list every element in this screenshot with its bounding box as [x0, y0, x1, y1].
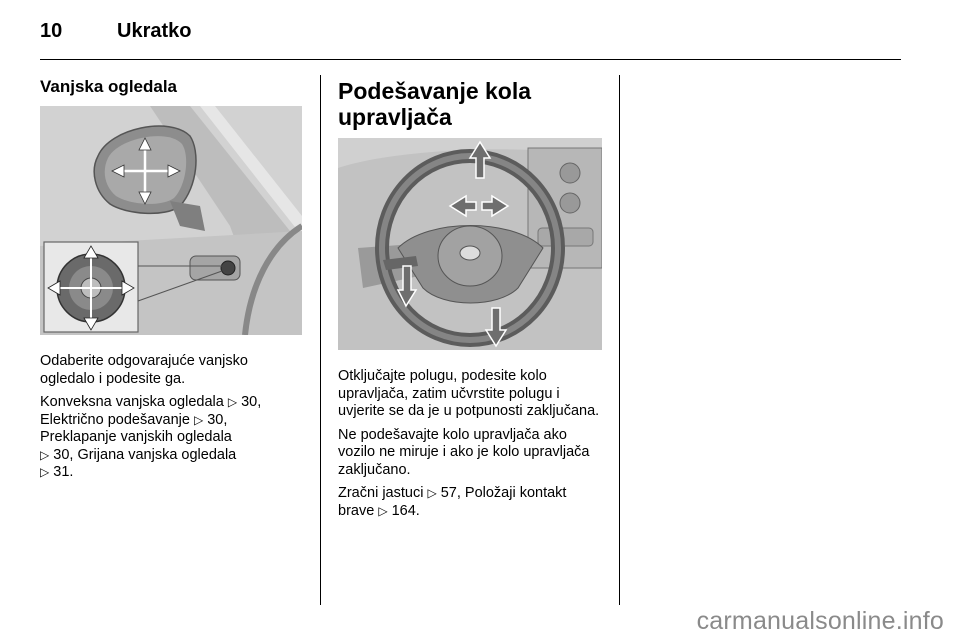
- page-number: 10: [40, 20, 63, 42]
- xref-icon: ▷: [193, 412, 204, 427]
- column-divider-1: [320, 75, 321, 605]
- column-divider-2: [619, 75, 620, 605]
- watermark: carmanualsonline.info: [696, 607, 944, 635]
- xref-icon: ▷: [227, 395, 238, 409]
- ref-ignition-positions: 57, Položaji kontakt brave: [338, 485, 567, 519]
- ref-airbags: Zračni jastuci: [338, 485, 424, 501]
- ref-convex-mirrors: Konveksna vanjska ogledala: [40, 394, 224, 410]
- mirror-caption: Odaberite odgovarajuće vanjsko ogledalo i podesite ga.: [40, 353, 248, 387]
- section-outside-mirrors: [40, 76, 305, 482]
- steering-warning: Ne podešavajte kolo upravljača ako vozilo ne miruje i ako je kolo upravljača zaključano.: [338, 426, 590, 478]
- xref-icon: ▷: [427, 486, 437, 500]
- ref-heated-mirrors: 30, Grijana vanjska ogledala: [53, 446, 237, 463]
- chapter-title: Ukratko: [117, 20, 192, 42]
- ref-page: 164.: [391, 502, 420, 519]
- xref-icon: ▷: [378, 503, 388, 518]
- xref-icon: ▷: [40, 447, 50, 462]
- section-title-steering: [338, 78, 603, 130]
- ref-folding-mirrors: Preklapanje vanjskih ogledala: [40, 429, 232, 445]
- section-steering-wheel: [338, 76, 603, 520]
- section-title-mirrors: Vanjska ogledala: [40, 77, 178, 96]
- section-title-line-2: upravljača: [338, 104, 452, 130]
- steering-references: [338, 485, 603, 520]
- ref-page: 30,: [241, 394, 262, 410]
- xref-icon: ▷: [40, 465, 50, 479]
- section-title-line-1: Podešavanje kola: [338, 78, 532, 104]
- mirror-illustration: [40, 106, 302, 335]
- steering-wheel-illustration: [338, 138, 602, 350]
- ref-page: 30,: [207, 411, 228, 428]
- page-header: [40, 20, 901, 60]
- mirror-references: [40, 394, 305, 482]
- steering-instructions: Otključajte polugu, podesite kolo upravljača, zatim učvrstite polugu i uvjerite se da je u potpunosti zaključana.: [338, 368, 600, 419]
- ref-page: 31.: [53, 464, 74, 480]
- ref-electric-adjustment: Električno podešavanje: [40, 411, 190, 428]
